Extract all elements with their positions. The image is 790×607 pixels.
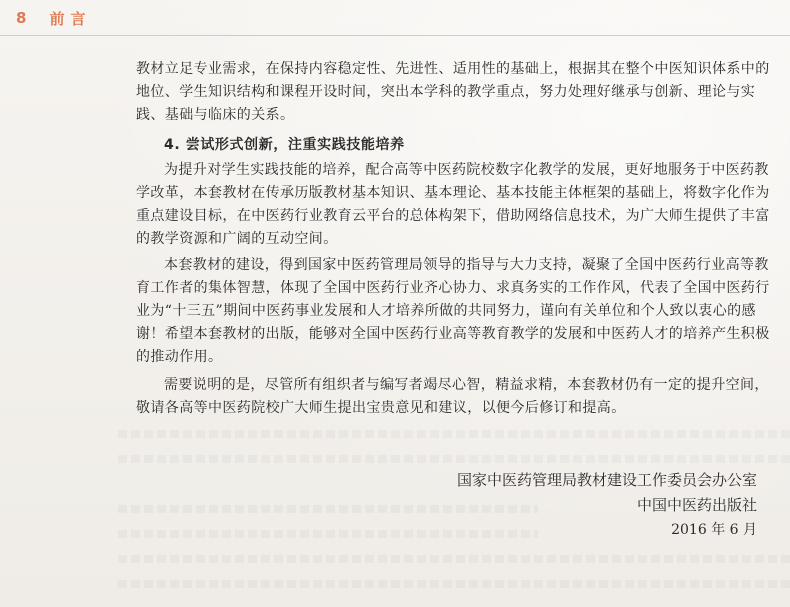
bleed-through-line — [118, 455, 790, 463]
signature-date: 2016 年 6 月 — [671, 522, 757, 538]
section-heading: 4. 尝试形式创新，注重实践技能培养 — [164, 136, 405, 153]
signature-organization: 国家中医药管理局教材建设工作委员会办公室 — [456, 471, 757, 489]
bleed-through-line — [118, 430, 790, 438]
header-rule — [0, 35, 790, 36]
page-header — [16, 6, 91, 30]
paragraph: 本套教材的建设，得到国家中医药管理局领导的指导与大力支持，凝聚了全国中医药行业高等教育工作者的集体智慧，体现了全国中医药行业齐心协力、求真务实的工作作风，代表了全国中医药行业为“十三五”期间中医药事业发展和人才培养所做的共同努力，谨向有关单位和个人致以衷心的感谢！希望本套教材的出版，能够对全国中医药行业高等教育教学的发展和中医药人才的培养产生积极的推动作用。 — [136, 256, 770, 366]
paragraph: 为提升对学生实践技能的培养，配合高等中医药院校数字化教学的发展，更好地服务于中医药教学改革，本套教材在传承历版教材基本知识、基本理论、基本技能主体框架的基础上，将数字化作为重点建设目标，在中医药行业教育云平台的总体构架下，借助网络信息技术，为广大师生提供了丰富的教学资源和广阔的互动空间。 — [136, 161, 770, 248]
signature-publisher: 中国中医药出版社 — [636, 496, 757, 514]
signature-block — [457, 468, 757, 543]
bleed-through-line — [118, 555, 790, 563]
paragraph: 需要说明的是，尽管所有组织者与编写者竭尽心智，精益求精，本套教材仍有一定的提升空间，敬请各高等中医药院校广大师生提出宝贵意见和建议，以便今后修订和提高。 — [136, 376, 769, 416]
body-text — [136, 58, 772, 420]
page-number: 8 — [16, 9, 28, 27]
paragraph-continuation: 教材立足专业需求，在保持内容稳定性、先进性、适用性的基础上，根据其在整个中医知识体系中的地位、学生知识结构和课程开设时间，突出本学科的教学重点，努力处理好继承与创新、理论与实践、基础与临床的关系。 — [136, 61, 770, 124]
bleed-through-line — [118, 580, 790, 588]
section-title: 前言 — [49, 9, 92, 28]
